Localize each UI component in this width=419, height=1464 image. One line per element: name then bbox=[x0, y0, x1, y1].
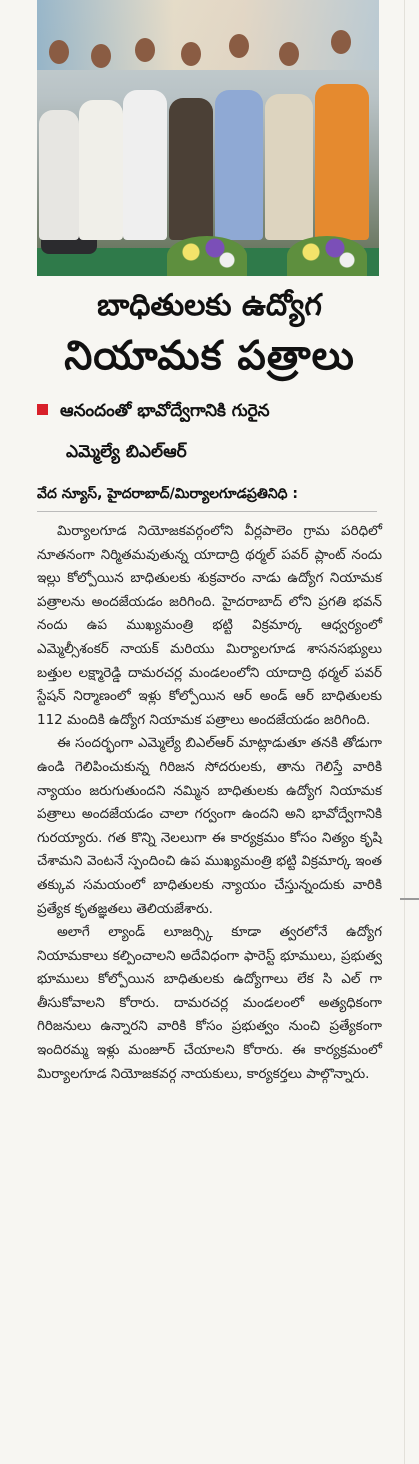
red-square-bullet-icon bbox=[37, 404, 48, 415]
person-2 bbox=[79, 100, 123, 240]
dateline: వేద న్యూస్, హైదరాబాద్/మిర్యాలగూడప్రతినిధి : bbox=[37, 486, 377, 512]
person-7 bbox=[315, 84, 369, 240]
subhead-1 bbox=[37, 401, 387, 425]
person-4-head bbox=[181, 42, 201, 66]
person-5-head bbox=[229, 34, 249, 58]
column-divider-mark bbox=[400, 898, 419, 900]
news-photo bbox=[37, 0, 379, 276]
person-6 bbox=[265, 94, 313, 240]
person-3 bbox=[123, 90, 167, 240]
person-3-head bbox=[135, 38, 155, 62]
person-4 bbox=[169, 98, 213, 240]
paragraph-1: మిర్యాలగూడ నియోజకవర్గంలోని వీర్లపాలెం గ్రామ పరిధిలో నూతనంగా నిర్మితమవుతున్న యాదాద్రి థర్మల్ పవర్ ప్లాంట్ నందు ఇల్లు కోల్పోయిన బాధితులకు శుక్రవారం నాడు ఉద్యోగ నియామక పత్రాలను అందజేయడం జరిగింది. హైదరాబాద్ లోని ప్రగతి భవన్ నందు ఉప ముఖ్యమంత్రి భట్టి విక్రమార్క ఆధ్వర్యంలో ఎమ్మెల్సీశంకర్ నాయక్ మరియు మిర్యాలగూడ శాసనసభ్యులు బత్తుల లక్ష్మారెడ్డి దామరచర్ల మండలంలోని యాదాద్రి థర్మల్ పవర్ స్టేషన్ నిర్మాణంలో ఇళ్లు కోల్పోయిన ఆర్ అండ్ ఆర్ బాధితులకు 112 మందికి ఉద్యోగ నియామక పత్రాలు అందజేయడం జరిగింది. bbox=[37, 523, 382, 728]
subhead-2: ఎమ్మెల్యే బిఎల్ఆర్ bbox=[66, 442, 187, 462]
headline-line-1: బాధితులకు ఉద్యోగ bbox=[97, 288, 322, 323]
headline-line-2: నియామక పత్రాలు bbox=[64, 333, 355, 379]
flower-bouquet-right bbox=[287, 236, 367, 276]
person-7-head bbox=[331, 30, 351, 54]
article-body bbox=[37, 520, 382, 1086]
event-banner bbox=[37, 0, 379, 70]
column-rule bbox=[404, 0, 405, 1464]
person-6-head bbox=[279, 42, 299, 66]
person-2-head bbox=[91, 44, 111, 68]
flower-bouquet-left bbox=[167, 236, 247, 276]
paragraph-2: ఈ సందర్భంగా ఎమ్మెల్యే బిఎల్ఆర్ మాట్లాడుతూ తనకి తోడుగా ఉండి గెలిపించుకున్న గిరిజన సోదరులకు, తాను గెలిస్తే వారికి న్యాయం జరుగుతుందని నమ్మిన బాధితులకు ఉద్యోగ నియామక పత్రాలు అందజేయడం చాలా గర్వంగా ఉందని అని భావోద్వేగానికి గురయ్యారు. గత కొన్ని నెలలుగా ఈ కార్యక్రమం కోసం నిత్యం కృషి చేశామని వెంటనే స్పందించి ఉప ముఖ్యమంత్రి భట్టి విక్రమార్క ఇంత తక్కువ సమయంలో బాధితులకు న్యాయం చేస్తున్నందుకు వారికి ప్రత్యేక కృతజ్ఞతలు తెలియజేశారు. bbox=[37, 735, 382, 917]
person-5 bbox=[215, 90, 263, 240]
person-1-head bbox=[49, 40, 69, 64]
paragraph-3: అలాగే ల్యాండ్ లూజర్స్కి కూడా త్వరలోనే ఉద్యోగ నియామకాలు కల్పించాలని అదేవిధంగా ఫారెస్ట్ భూములు, ప్రభుత్వ భూములు కోల్పోయిన బాధితులకు ఉద్యోగాలు లేక సి ఎల్ గా తీసుకోవాలని కోరారు. దామరచర్ల మండలంలో అత్యధికంగా గిరిజనులు ఉన్నారని వారికి కోసం ప్రభుత్వం నుంచి ప్రత్యేకంగా ఇందిరమ్మ ఇళ్లు మంజూర్ చేయాలని కోరారు. ఈ కార్యక్రమంలో మిర్యాలగూడ నియోజకవర్గ నాయకులు, కార్యకర్తలు పాల్గొన్నారు. bbox=[37, 924, 382, 1082]
subhead-1-text: ఆనందంతో భావోద్వేగానికి గురైన bbox=[60, 401, 270, 421]
person-1 bbox=[39, 110, 79, 240]
